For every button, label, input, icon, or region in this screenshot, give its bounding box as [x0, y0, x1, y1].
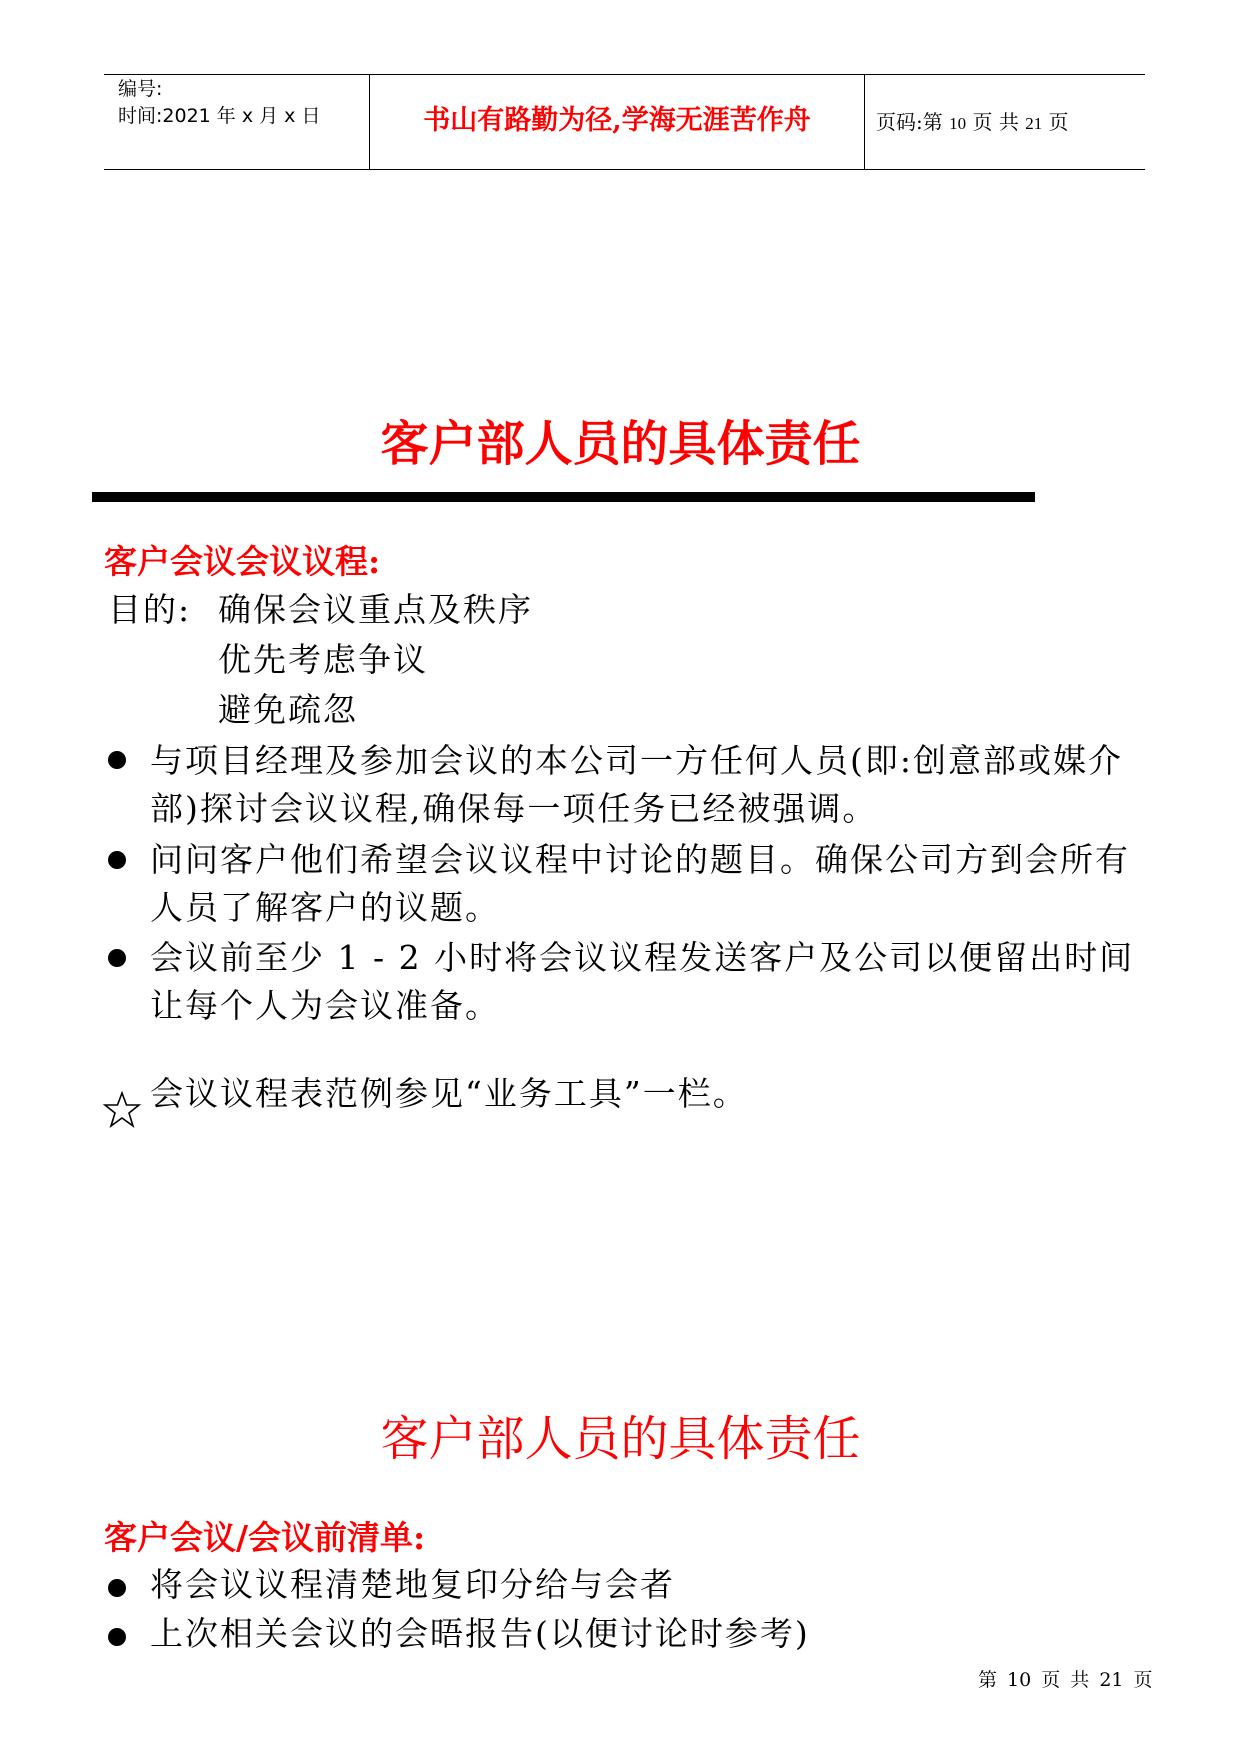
- header-motto: 书山有路勤为径,学海无涯苦作舟: [423, 105, 811, 136]
- bullet-dot-icon: [108, 751, 126, 769]
- bullet-dot-icon: [108, 949, 126, 967]
- agenda-bullet-item: 会议前至少 1 - 2 小时将会议议程发送客户及公司以便留出时间让每个人为会议准备。: [150, 938, 1135, 1025]
- bullet-dot-icon: [108, 1579, 126, 1597]
- page-middle: 页 共: [966, 110, 1026, 134]
- purpose-item: 确保会议重点及秩序: [218, 590, 533, 629]
- footer-page-number: 第 10 页 共 21 页: [978, 1669, 1153, 1691]
- page-prefix: 页码:第: [876, 110, 950, 134]
- document-date-label: 时间:2021 年 x 月 x 日: [118, 105, 321, 127]
- bullet-dot-icon: [108, 851, 126, 869]
- header-motto-cell: [369, 75, 865, 169]
- page-suffix: 页: [1042, 110, 1069, 134]
- bullet-dot-icon: [108, 1628, 126, 1646]
- document-header: [104, 74, 1145, 170]
- page-current: 10: [949, 114, 967, 133]
- purpose-item: 优先考虑争议: [218, 640, 428, 679]
- purpose-item: 避免疏忽: [218, 690, 358, 729]
- document-number-label: 编号:: [118, 78, 163, 100]
- header-meta-cell: [104, 75, 369, 169]
- agenda-subheading: 客户会议会议议程:: [104, 542, 381, 581]
- agenda-bullet-item: 与项目经理及参加会议的本公司一方任何人员(即:创意部或媒介部)探讨会议议程,确保每一项任务已经被强调。: [150, 741, 1123, 828]
- checklist-subheading: 客户会议/会议前清单:: [104, 1518, 426, 1557]
- section-title: 客户部人员的具体责任: [380, 416, 861, 472]
- purpose-label: 目的:: [108, 590, 192, 629]
- reference-note: 会议议程表范例参见“业务工具”一栏。: [150, 1074, 748, 1113]
- checklist-item: 上次相关会议的会晤报告(以便讨论时参考): [150, 1614, 810, 1653]
- star-outline-icon: [102, 1090, 142, 1130]
- section-title-repeat: 客户部人员的具体责任: [380, 1411, 861, 1467]
- header-page-number: [876, 110, 1069, 136]
- agenda-bullet-item: 问问客户他们希望会议议程中讨论的题目。确保公司方到会所有人员了解客户的议题。: [150, 840, 1130, 927]
- checklist-item: 将会议议程清楚地复印分给与会者: [150, 1565, 675, 1604]
- page-total: 21: [1025, 114, 1043, 133]
- header-page-cell: [864, 75, 1145, 169]
- title-divider: [92, 492, 1035, 502]
